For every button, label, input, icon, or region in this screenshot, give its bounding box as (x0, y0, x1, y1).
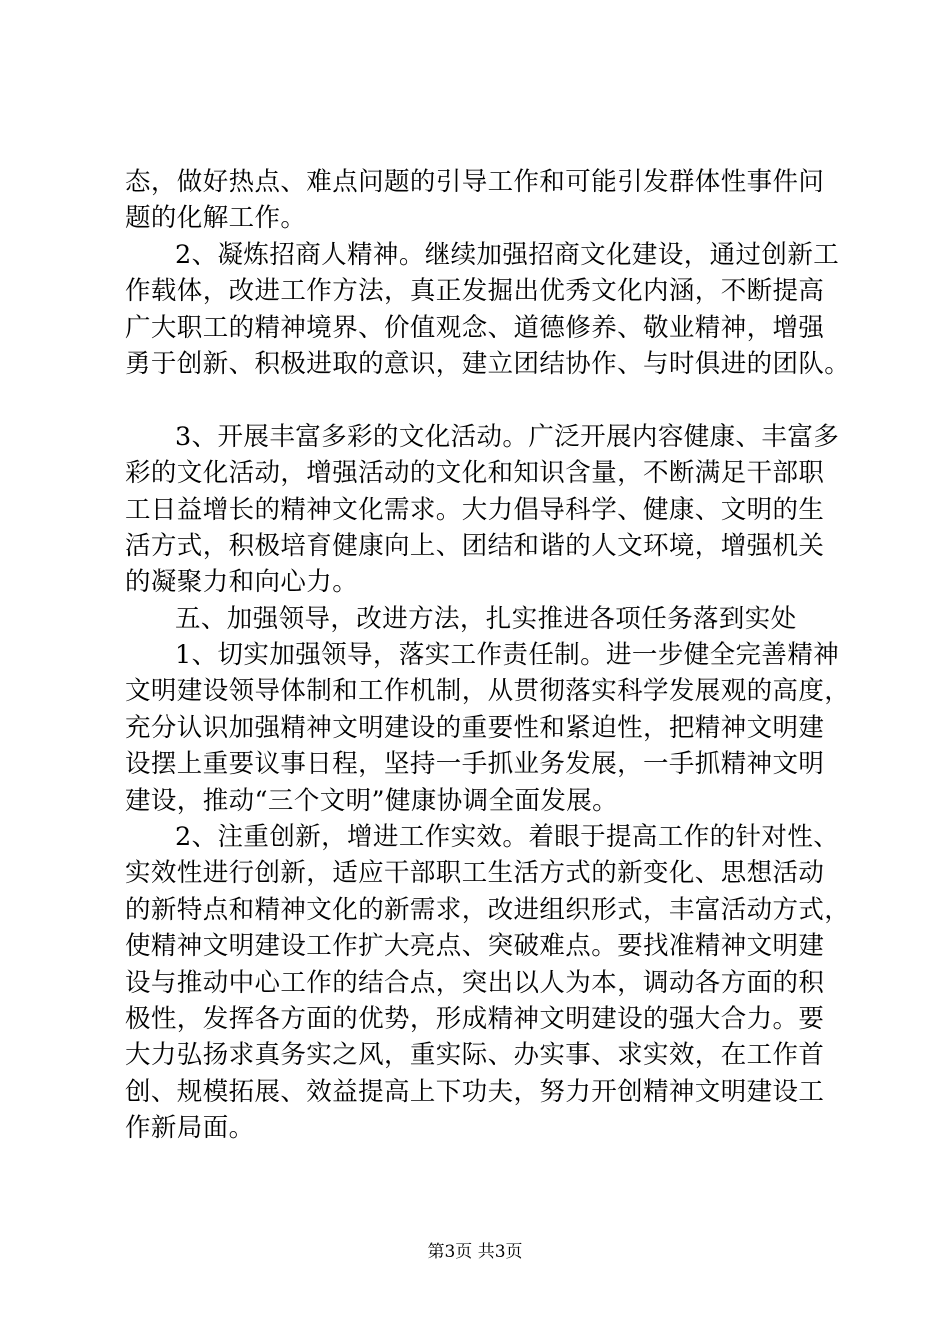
text-line: 工日益增长的精神文化需求。大力倡导科学、健康、文明的生 (125, 494, 825, 525)
text-line: 的新特点和精神文化的新需求，改进组织形式，丰富活动方式， (125, 894, 851, 925)
text-line: 建设，推动“三个文明”健康协调全面发展。 (125, 785, 619, 816)
paragraph-start-line: 2、凝炼招商人精神。继续加强招商文化建设，通过创新工 (175, 239, 840, 270)
text-line: 勇于创新、积极进取的意识，建立团结协作、与时俱进的团队。 (125, 348, 851, 379)
text-line: 使精神文明建设工作扩大亮点、突破难点。要找准精神文明建 (125, 931, 825, 962)
text-line: 题的化解工作。 (125, 203, 307, 234)
text-line: 设摆上重要议事日程，坚持一手抓业务发展，一手抓精神文明 (125, 749, 825, 780)
text-line: 大力弘扬求真务实之风，重实际、办实事、求实效，在工作首 (125, 1040, 825, 1071)
text-line: 创、规模拓展、效益提高上下功夫，努力开创精神文明建设工 (125, 1076, 825, 1107)
text-line: 极性，发挥各方面的优势，形成精神文明建设的强大合力。要 (125, 1003, 825, 1034)
text-line: 的凝聚力和向心力。 (125, 567, 359, 598)
section-heading: 五、加强领导，改进方法，扎实推进各项任务落到实处 (175, 603, 797, 634)
blank-line (125, 382, 830, 418)
text-line: 活方式，积极培育健康向上、团结和谐的人文环境，增强机关 (125, 530, 825, 561)
text-line: 广大职工的精神境界、价值观念、道德修养、敬业精神，增强 (125, 312, 825, 343)
text-line: 实效性进行创新，适应干部职工生活方式的新变化、思想活动 (125, 858, 825, 889)
text-line: 态，做好热点、难点问题的引导工作和可能引发群体性事件问 (125, 167, 825, 197)
text-line: 彩的文化活动，增强活动的文化和知识含量，不断满足干部职 (125, 458, 825, 489)
text-line: 设与推动中心工作的结合点，突出以人为本，调动各方面的积 (125, 967, 825, 998)
paragraph-start-line: 1、切实加强领导，落实工作责任制。进一步健全完善精神 (175, 640, 840, 671)
paragraph-start-line: 3、开展丰富多彩的文化活动。广泛开展内容健康、丰富多 (175, 421, 840, 452)
paragraph-start-line: 2、注重创新，增进工作实效。着眼于提高工作的针对性、 (175, 822, 840, 853)
text-line: 文明建设领导体制和工作机制，从贯彻落实科学发展观的高度， (125, 676, 851, 707)
text-line: 作载体，改进工作方法，真正发掘出优秀文化内涵，不断提高 (125, 276, 825, 307)
page-number-footer: 第3页 共3页 (427, 1242, 523, 1262)
text-line: 作新局面。 (125, 1113, 255, 1144)
text-line: 充分认识加强精神文明建设的重要性和紧迫性，把精神文明建 (125, 712, 825, 743)
document-body (125, 164, 851, 1147)
